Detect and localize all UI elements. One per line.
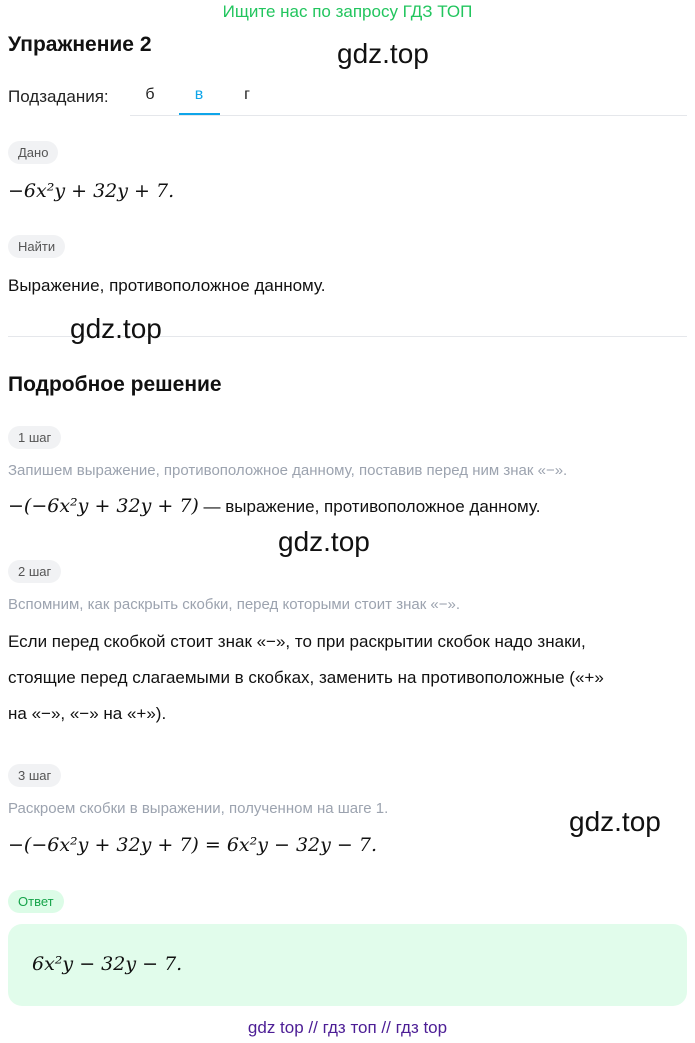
tab-g[interactable]: г bbox=[244, 86, 250, 103]
step-3-pill: 3 шаг bbox=[8, 764, 61, 787]
given-pill: Дано bbox=[8, 141, 58, 164]
step-2-hint: Вспомним, как раскрыть скобки, перед которыми стоит знак «−». bbox=[8, 596, 461, 613]
tab-b[interactable]: б bbox=[145, 86, 155, 103]
given-expression: −6x²y + 32y + 7. bbox=[8, 180, 175, 202]
watermark: gdz.top bbox=[70, 313, 162, 344]
step-2-line-1: Если перед скобкой стоит знак «−», то при раскрытии скобок надо знаки, bbox=[8, 632, 586, 651]
subtasks-label: Подзадания: bbox=[8, 87, 109, 106]
top-banner[interactable]: Ищите нас по запросу ГДЗ ТОП bbox=[222, 2, 473, 21]
step-3-math: −(−6x²y + 32y + 7) = 6x²y − 32y − 7. bbox=[8, 834, 378, 856]
answer-pill: Ответ bbox=[8, 890, 64, 913]
solution-title: Подробное решение bbox=[8, 373, 222, 396]
step-1-hint: Запишем выражение, противоположное данному, поставив перед ним знак «−». bbox=[8, 462, 568, 479]
footer-links[interactable]: gdz top // гдз топ // гдз top bbox=[247, 1018, 448, 1037]
exercise-title: Упражнение 2 bbox=[8, 33, 152, 56]
step-3-hint: Раскроем скобки в выражении, полученном на шаге 1. bbox=[8, 800, 389, 817]
tab-v[interactable]: в bbox=[194, 86, 204, 103]
active-tab-underline bbox=[179, 113, 220, 115]
watermark: gdz.top bbox=[569, 806, 661, 837]
watermark: gdz.top bbox=[278, 526, 370, 557]
subtasks-tabs bbox=[130, 78, 687, 116]
step-2-pill: 2 шаг bbox=[8, 560, 61, 583]
find-text: Выражение, противоположное данному. bbox=[8, 276, 326, 295]
step-1-pill: 1 шаг bbox=[8, 426, 61, 449]
step-1-line bbox=[8, 495, 540, 517]
step-2-line-3: на «−», «−» на «+»). bbox=[8, 704, 167, 723]
step-2-line-2: стоящие перед слагаемыми в скобках, заменить на противоположные («+» bbox=[8, 668, 604, 687]
answer-expression: 6x²y − 32y − 7. bbox=[32, 953, 183, 975]
step-1-text: — выражение, противоположное данному. bbox=[198, 497, 541, 516]
step-1-math: −(−6x²y + 32y + 7) bbox=[8, 495, 199, 517]
find-pill: Найти bbox=[8, 235, 65, 258]
watermark: gdz.top bbox=[337, 38, 429, 69]
